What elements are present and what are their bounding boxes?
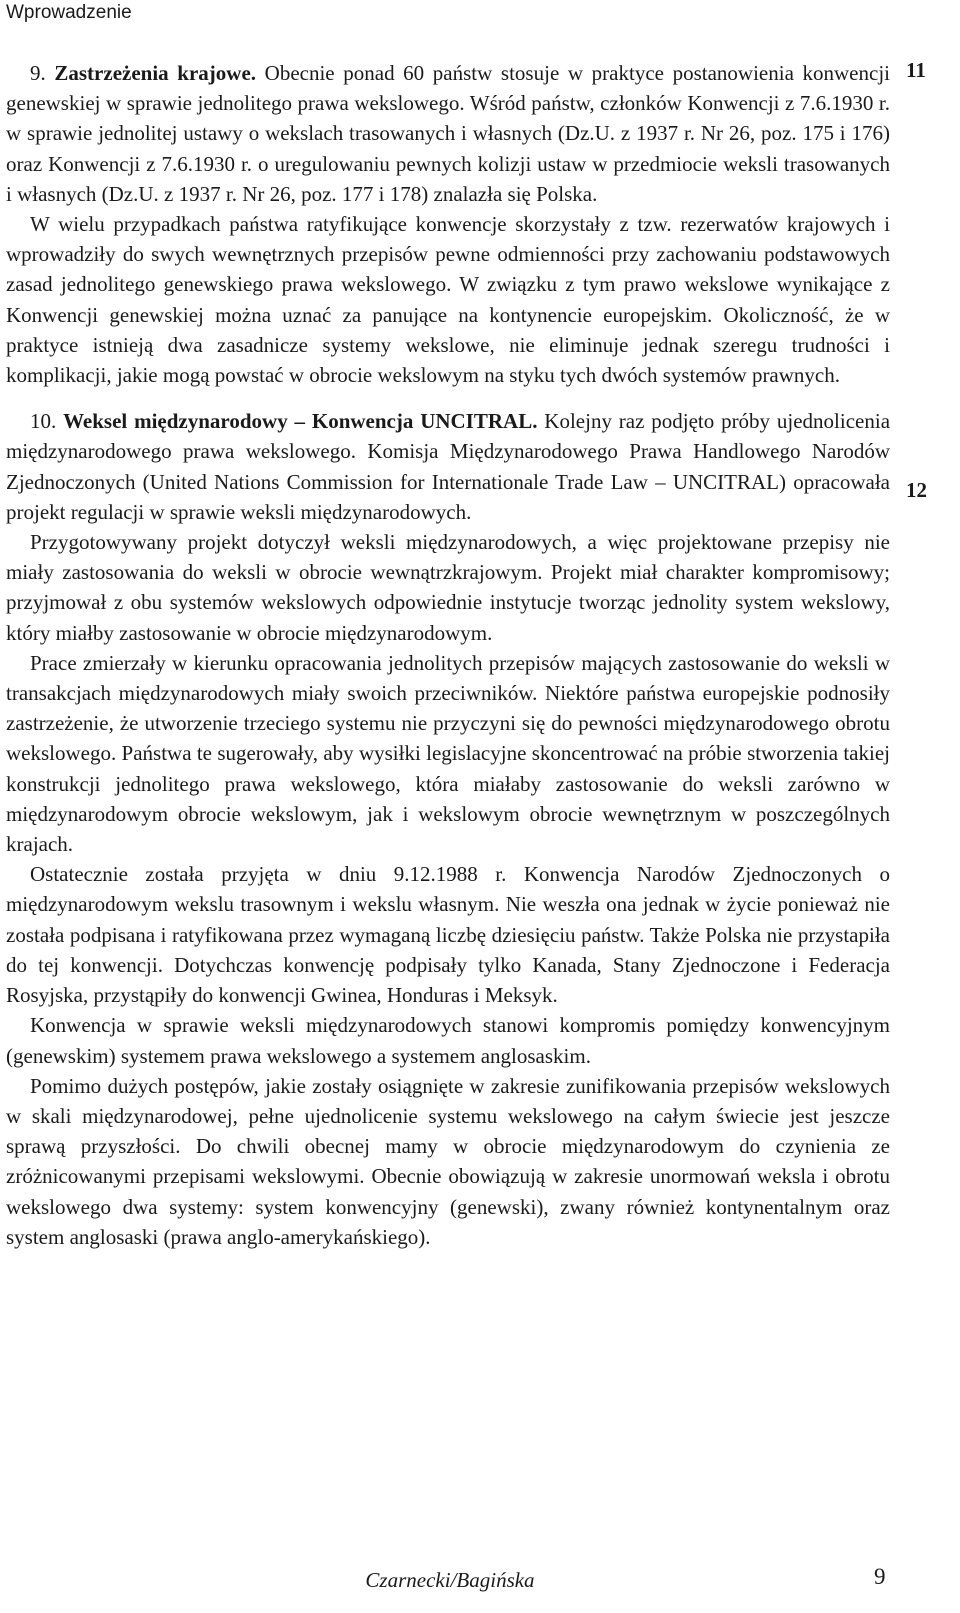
section-10-paragraph-6: Pomimo dużych postępów, jakie zostały osiągnięte w zakresie zunifikowania przepisów wekslowych w skali międzynarodowej, pełne ujednolicenie systemu wekslowego na całym świecie jest jeszcze sprawą przyszłości. Do chwili obecnej mamy w obrocie międzynarodowym do czynienia ze zróżnicowanymi przepisami wekslowymi. Obecnie obowiązują w zakresie unormowań weksla i obrotu wekslowego dwa systemy: system konwencyjny (genewski), zwany również kontynentalnym oraz system anglosaski (prawa anglo-amerykańskiego). xyxy=(6,1073,890,1249)
section-10-paragraph-2: Przygotowywany projekt dotyczył weksli międzynarodowych, a więc projektowane przepisy nie miały zastosowania do weksli w obrocie wewnątrzkrajowym. Projekt miał charakter kompromisowy; przyjmował z obu systemów wekslowych odpowiednie instytucje tworząc jednolity system wekslowy, który miałby zastosowanie w obrocie międzynarodowym. xyxy=(6,530,890,645)
section-10-paragraph-4: Ostatecznie została przyjęta w dniu 9.12.1988 r. Konwencja Narodów Zjednoczonych o międzynarodowym wekslu trasownym i wekslu własnym. Nie weszła ona jednak w życie ponieważ nie została podpisana i ratyfikowana przez wymaganą liczbę dziesięciu państw. Także Polska nie przystapiła do tej konwencji. Dotychczas konwencję podpisały tylko Kanada, Stany Zjednoczone i Federacja Rosyjska, przystąpiły do konwencji Gwinea, Honduras i Meksyk. xyxy=(6,862,890,1008)
margin-number-11: 11 xyxy=(906,58,926,82)
section-10-paragraph-5: Konwencja w sprawie weksli międzynarodowych stanowi kompromis pomiędzy konwencyjnym (genewskim) systemem prawa wekslowego a systemem anglosaskim. xyxy=(6,1013,890,1068)
section-9-paragraph-1 xyxy=(6,58,890,209)
section-10-text-1: Kolejny raz podjęto próby ujednolicenia międzynarodowego prawa wekslowego. Komisja Międzynarodowego Prawa Handlowego Narodów Zjednoczonych (United Nations Commission for Internationale Trade Law – UNCITRAL) opracowała projekt regulacji w sprawie weksli międzynarodowych. xyxy=(6,409,891,524)
section-10-number: 10. xyxy=(30,409,57,434)
section-9-heading: Zastrzeżenia krajowe. xyxy=(54,61,257,85)
footer-authors: Czarnecki/Bagińska xyxy=(365,1568,535,1592)
section-10-paragraph-3: Prace zmierzały w kierunku opracowania jednolitych przepisów mających zastosowanie do weksli w transakcjach międzynarodowych miały swoich przeciwników. Niektóre państwa europejskie podnosiły zastrzeżenie, że utworzenie trzeciego systemu nie przyczyni się do pewności międzynarodowego obrotu wekslowego. Państwa te sugerowały, aby wysiłki legislacyjne skoncentrować na próbie stworzenia takiej konstrukcji jednolitego prawa wekslowego, która miałaby zastosowanie do weksli zarówno w międzynarodowym obrocie wekslowym, jak i wekslowym obrocie wewnętrznym w poszczególnych krajach. xyxy=(6,650,890,857)
margin-number-12: 12 xyxy=(906,478,927,502)
main-text xyxy=(6,58,890,1252)
section-9-paragraph-2: W wielu przypadkach państwa ratyfikujące konwencje skorzystały z tzw. rezerwatów krajowych i wprowadziły do swych wewnętrznych przepisów pewne odmienności przy zachowaniu podstawowych zasad jednolitego genewskiego prawa wekslowego. W związku z tym prawo wekslowe wynikające z Konwencji genewskiej można uznać za panujące na kontynencie europejskim. Okoliczność, że w praktyce istnieją dwa zasadnicze systemy wekslowe, nie eliminuje jednak szeregu trudności i komplikacji, jakie mogą powstać w obrocie wekslowym na styku tych dwóch systemów prawnych. xyxy=(6,212,890,388)
section-10-heading: Weksel międzynarodowy – Konwencja UNCITRAL. xyxy=(63,409,538,434)
page-number: 9 xyxy=(874,1564,886,1589)
running-head: Wprowadzenie xyxy=(6,2,132,23)
section-10-paragraph-1 xyxy=(6,406,890,527)
section-9-number: 9. xyxy=(30,61,46,85)
section-9-text-1: Obecnie ponad 60 państw stosuje w praktyce postanowienia konwencji genewskiej w sprawie jednolitego prawa wekslowego. Wśród państw, członków Konwencji z 7.6.1930 r. w sprawie jednolitej ustawy o wekslach trasowanych i własnych (Dz.U. z 1937 r. Nr 26, poz. 175 i 176) oraz Konwencji z 7.6.1930 r. o uregulowaniu pewnych kolizji ustaw w przedmiocie weksli trasowanych i własnych (Dz.U. z 1937 r. Nr 26, poz. 177 i 178) znalazła się Polska. xyxy=(6,61,890,206)
